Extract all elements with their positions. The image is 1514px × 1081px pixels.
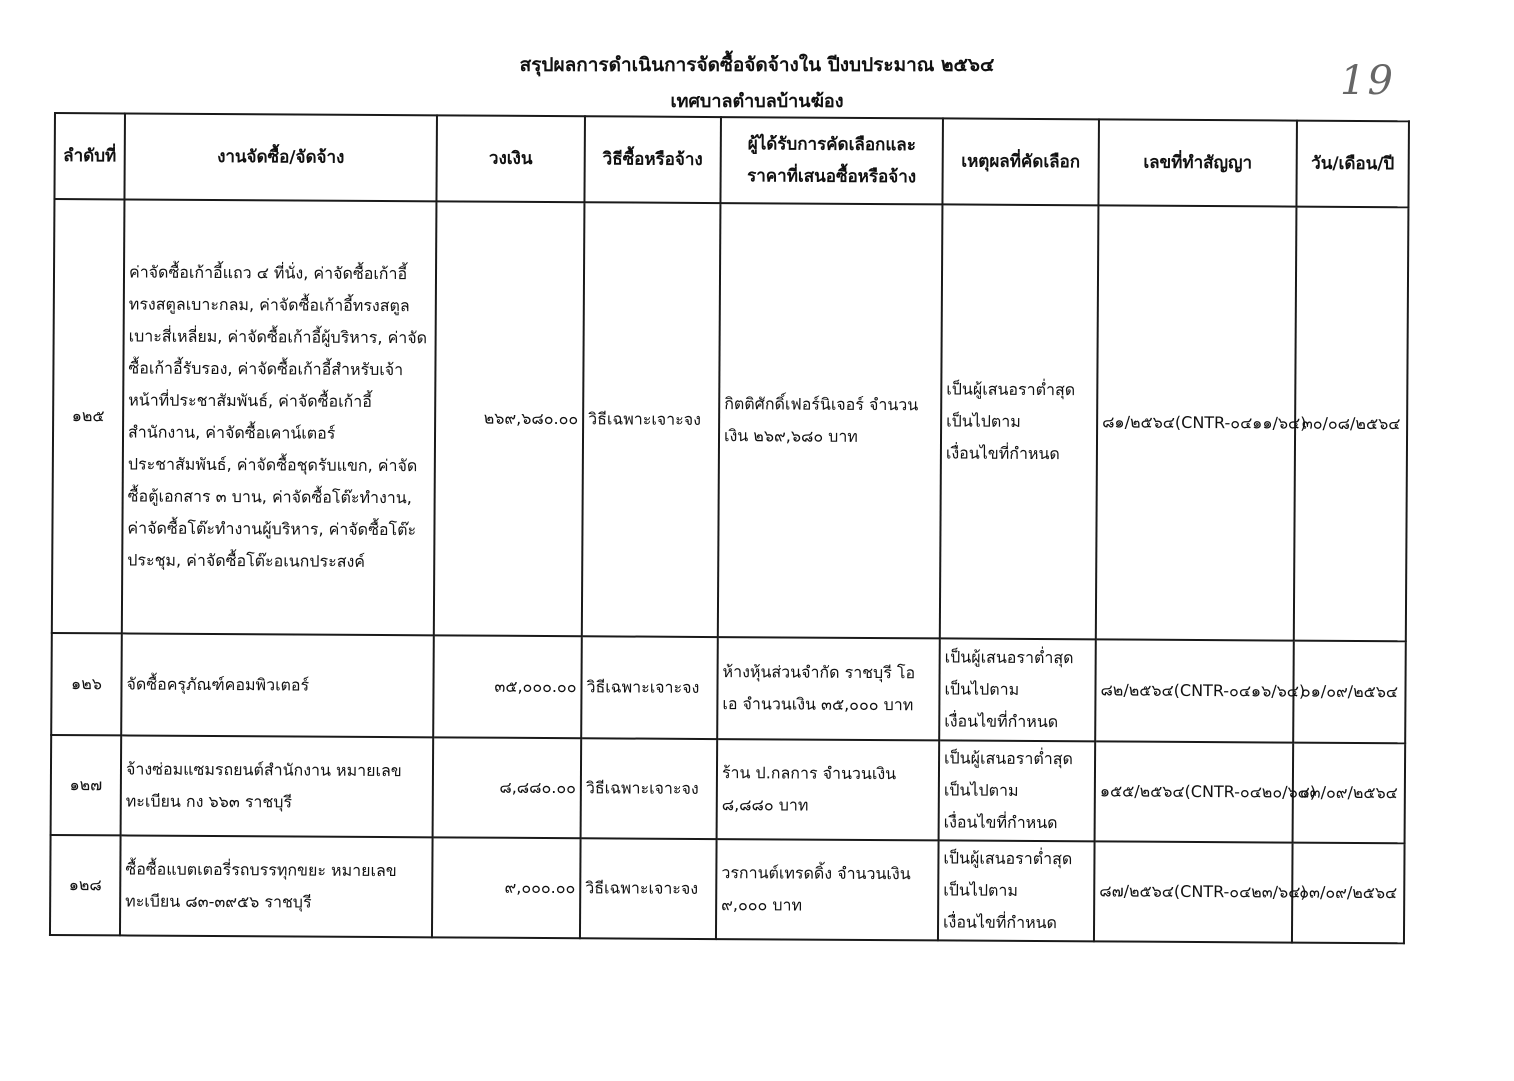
reason-line-1: เป็นผู้เสนอราต่ำสุด [946,379,1076,400]
reason-line-2: เป็นไปตาม [946,411,1021,431]
cell-winner: ห้างหุ้นส่วนจำกัด ราชบุรี โอ เอ จำนวนเงิน ๓๕,๐๐๐ บาท [717,637,940,740]
table-row [52,199,1409,641]
cell-budget: ๓๕,๐๐๐.๐๐ [433,635,582,738]
header-contract: เลขที่ทำสัญญา [1098,119,1297,206]
cell-work: ซื้อซื้อแบตเตอรี่รถบรรทุกขยะ หมายเลขทะเบียน ๘๓-๓๙๕๖ ราชบุรี [120,835,433,937]
cell-winner: วรกานต์เทรดดิ้ง จำนวนเงิน ๙,๐๐๐ บาท [716,839,939,940]
cell-reason [939,638,1096,741]
cell-contract: ๑๕๕/๒๕๖๔(CNTR-๐๔๒๐/๖๔) [1095,741,1294,842]
reason-line-3: เงื่อนไขที่กำหนด [945,443,1060,464]
reason-line-1: เป็นผู้เสนอราต่ำสุด [944,748,1073,769]
reason-line-3: เงื่อนไขที่กำหนด [943,912,1058,933]
cell-budget: ๘,๘๘๐.๐๐ [433,737,582,838]
header-work: งานจัดซื้อ/จัดจ้าง [124,113,437,201]
document-title: สรุปผลการดำเนินการจัดซื้อจัดจ้างใน ปีงบประมาณ ๒๕๖๔ [519,54,995,76]
cell-contract: ๘๗/๒๕๖๔(CNTR-๐๔๒๓/๖๔) [1094,841,1293,942]
header-seq: ลำดับที่ [54,113,125,199]
header-row [54,113,1409,207]
cell-budget: ๒๖๙,๖๘๐.๐๐ [434,201,585,636]
cell-seq: ๑๒๖ [51,633,122,735]
table-row [51,633,1406,743]
header-date: วัน/เดือน/ปี [1296,121,1409,208]
cell-date: ๐๓/๐๙/๒๕๖๔ [1293,743,1406,844]
cell-date: ๐๑/๐๙/๒๕๖๔ [1293,641,1406,744]
reason-line-3: เงื่อนไขที่กำหนด [944,711,1059,732]
reason-line-3: เงื่อนไขที่กำหนด [943,812,1058,833]
handwritten-page-number: 19 [1340,58,1395,104]
cell-winner: กิตติศักดิ์เฟอร์นิเจอร์ จำนวนเงิน ๒๖๙,๖๘๐ บาท [718,203,943,638]
header-winner-line1: ผู้ได้รับการคัดเลือกและ [747,134,916,156]
cell-work: ค่าจัดซื้อเก้าอี้แถว ๔ ที่นั่ง, ค่าจัดซื้อเก้าอี้ทรงสตูลเบาะกลม, ค่าจัดซื้อเก้าอี้ทรงสตูลเบาะสี่เหลี่ยม, ค่าจัดซื้อเก้าอี้ผู้บริหาร, ค่าจัดซื้อเก้าอี้รับรอง, ค่าจัดซื้อเก้าอี้สำหรับเจ้าหน้าที่ประชาสัมพันธ์, ค่าจัดซื้อเก้าอี้สำนักงาน, ค่าจัดซื้อเคาน์เตอร์ประชาสัมพันธ์, ค่าจัดซื้อชุดรับแขก, ค่าจัดซื้อตู้เอกสาร ๓ บาน, ค่าจัดซื้อโต๊ะทำงาน, ค่าจัดซื้อโต๊ะทำงานผู้บริหาร, ค่าจัดซื้อโต๊ะประชุม, ค่าจัดซื้อโต๊ะอเนกประสงค์ [122,199,437,635]
cell-date: ๐๓/๐๙/๒๕๖๔ [1292,843,1405,944]
cell-budget: ๙,๐๐๐.๐๐ [432,837,581,938]
cell-reason [938,840,1095,941]
cell-method: วิธีเฉพาะเจาะจง [581,636,718,739]
table-row [50,835,1405,943]
reason-line-1: เป็นผู้เสนอราต่ำสุด [944,647,1074,668]
cell-seq: ๑๒๘ [50,835,121,935]
cell-date: ๓๐/๐๘/๒๕๖๔ [1294,207,1409,642]
table-row [51,735,1406,843]
document-subtitle: เทศบาลตำบลบ้านฆ้อง [670,91,844,112]
cell-seq: ๑๒๕ [52,199,125,633]
cell-contract: ๘๒/๒๕๖๔(CNTR-๐๔๑๖/๖๔) [1095,639,1294,742]
header-reason: เหตุผลที่คัดเลือก [942,118,1099,205]
cell-seq: ๑๒๗ [51,735,122,835]
cell-work: จัดซื้อครุภัณฑ์คอมพิวเตอร์ [121,633,434,737]
reason-line-2: เป็นไปตาม [943,780,1019,800]
cell-reason [939,740,1096,841]
header-method: วิธีซื้อหรือจ้าง [584,116,721,203]
header-budget: วงเงิน [436,115,585,202]
header-winner [720,117,943,204]
reason-line-2: เป็นไปตาม [944,679,1020,699]
cell-method: วิธีเฉพาะเจาะจง [581,738,718,839]
header-winner-line2: ราคาที่เสนอซื้อหรือจ้าง [747,166,917,188]
cell-method: วิธีเฉพาะเจาะจง [582,202,721,637]
cell-reason [940,204,1099,639]
reason-line-2: เป็นไปตาม [943,880,1019,900]
reason-line-1: เป็นผู้เสนอราต่ำสุด [943,848,1073,869]
cell-winner: ร้าน ป.กลการ จำนวนเงิน ๘,๘๘๐ บาท [717,739,940,840]
procurement-table [49,112,1410,944]
cell-work: จ้างซ่อมแซมรถยนต์สำนักงาน หมายเลขทะเบียน กง ๖๖๓ ราชบุรี [121,735,434,837]
cell-contract: ๘๑/๒๕๖๔(CNTR-๐๔๑๑/๖๔) [1096,205,1297,640]
cell-method: วิธีเฉพาะเจาะจง [580,838,717,939]
